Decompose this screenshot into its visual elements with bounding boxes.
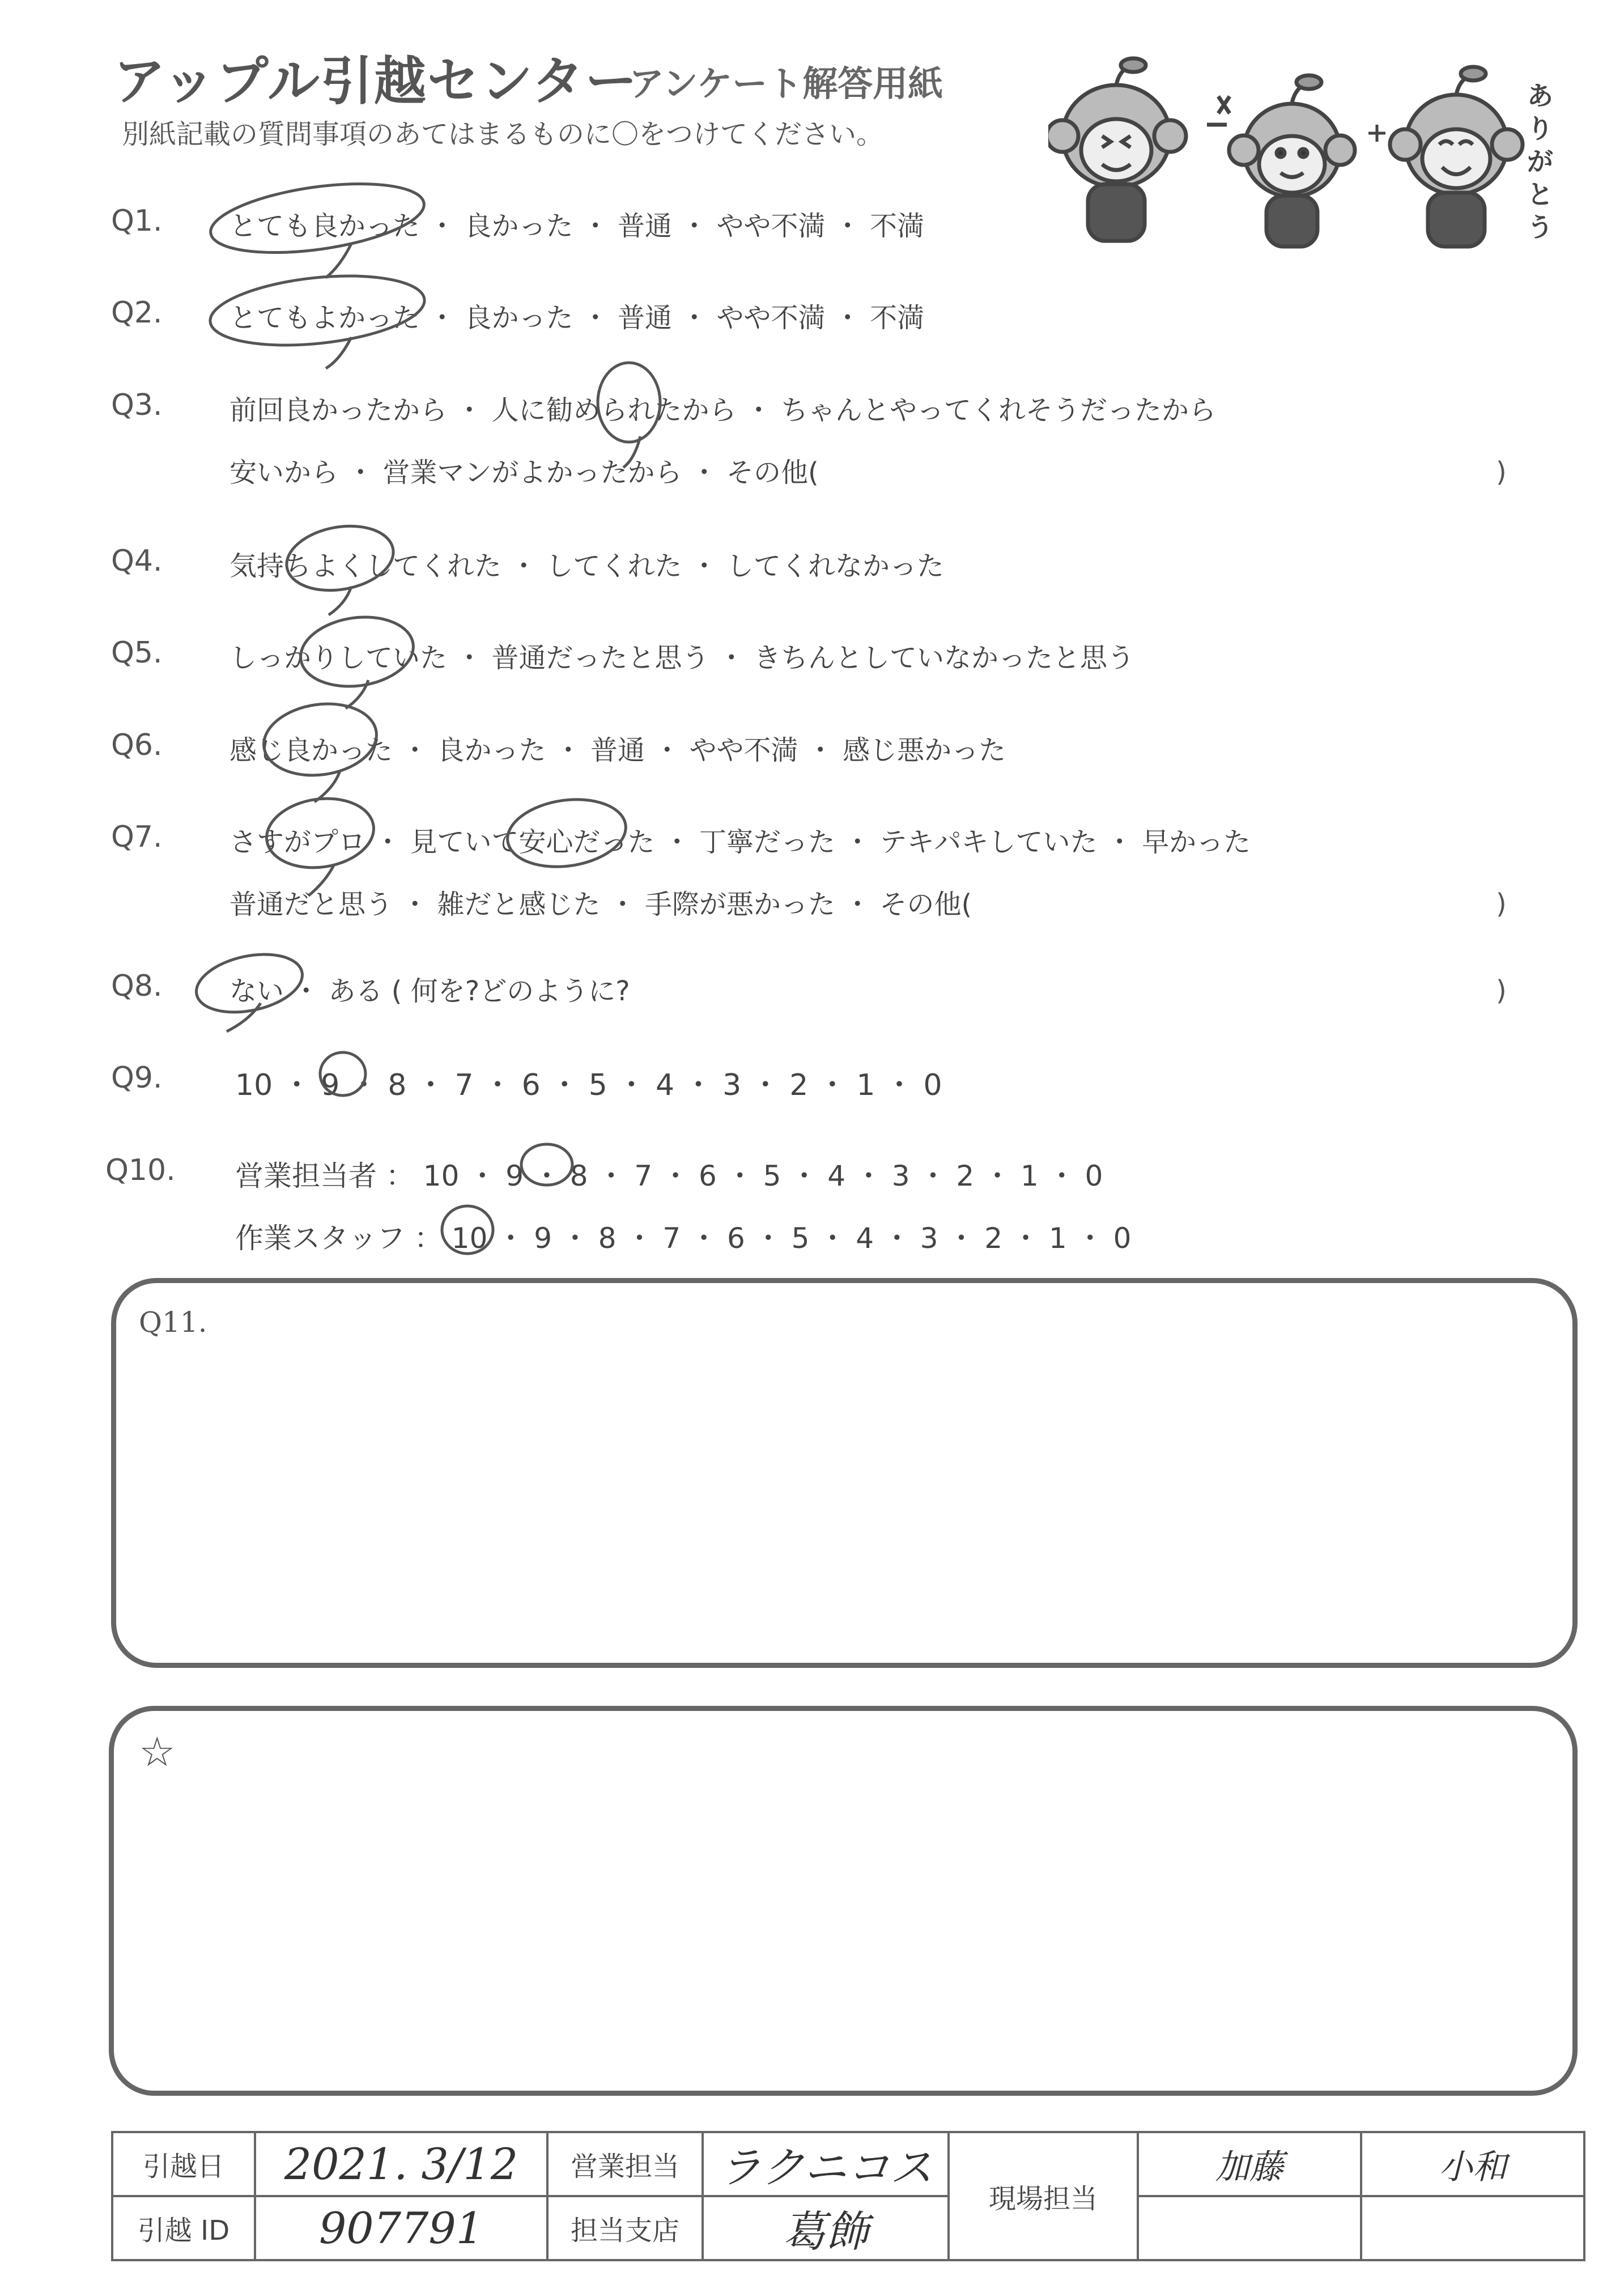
monkey-icon bbox=[1048, 58, 1186, 241]
field-staff-2[interactable] bbox=[1361, 2132, 1584, 2196]
q8-close-paren: ) bbox=[1496, 975, 1507, 1007]
q7-close-paren: ) bbox=[1496, 888, 1507, 920]
star-icon: ☆ bbox=[139, 1728, 176, 1776]
q10-sales-scale[interactable]: 営業担当者 ： 10 ・ 9 ・ 8 ・ 7 ・ 6 ・ 5 ・ 4 ・ 3 ・ 2 ・ 1 ・ 0 bbox=[235, 1160, 1103, 1192]
q6-options[interactable]: 感じ良かった ・ 良かった ・ 普通 ・ やや不満 ・ 感じ悪かった bbox=[229, 734, 1006, 766]
form-title: アップル引越センター bbox=[113, 51, 639, 112]
field-staff-2-text: 小和 bbox=[1439, 2147, 1507, 2187]
field-staff-4[interactable] bbox=[1361, 2196, 1584, 2260]
branch-text: 葛飾 bbox=[783, 2206, 869, 2257]
q8-label: Q8. bbox=[111, 969, 163, 1003]
q7-options-line2[interactable]: 普通だと思う ・ 雑だと感じた ・ 手際が悪かった ・ その他( bbox=[229, 889, 972, 920]
footer-info-table bbox=[111, 2131, 1585, 2261]
field-staff-1[interactable] bbox=[1138, 2132, 1361, 2196]
field-staff-3[interactable] bbox=[1138, 2196, 1361, 2260]
instruction-text: 別紙記載の質問事項のあてはまるものに〇をつけてください。 bbox=[122, 118, 884, 150]
q7-label: Q7. bbox=[111, 820, 163, 854]
q5-options[interactable]: しっかりしていた ・ 普通だったと思う ・ きちんとしていなかったと思う bbox=[229, 642, 1135, 674]
sales-value[interactable] bbox=[703, 2132, 949, 2196]
sales-label: 営業担当 bbox=[547, 2132, 703, 2196]
mascot-caption: ありがとう bbox=[1527, 80, 1553, 243]
q9-label: Q9. bbox=[111, 1061, 163, 1095]
q1-options[interactable]: とても良かった ・ 良かった ・ 普通 ・ やや不満 ・ 不満 bbox=[229, 210, 925, 242]
star-comment-box[interactable] bbox=[109, 1706, 1578, 2096]
q7-options-line1[interactable]: さすがプロ ・ 見ていて安心だった ・ 丁寧だった ・ テキパキしていた ・ 早かった bbox=[229, 826, 1251, 858]
q1-label: Q1. bbox=[111, 204, 163, 238]
q4-label: Q4. bbox=[111, 544, 163, 578]
q3-options-line2[interactable]: 安いから ・ 営業マンがよかったから ・ その他( bbox=[229, 457, 819, 489]
move-date-label: 引越日 bbox=[112, 2132, 255, 2196]
move-id-label: 引越 ID bbox=[112, 2196, 255, 2260]
q11-comment-box[interactable] bbox=[111, 1278, 1578, 1668]
q3-options-line1[interactable]: 前回良かったから ・ 人に勧められたから ・ ちゃんとやってくれそうだったから bbox=[229, 394, 1217, 426]
form-subtitle: アンケート解答用紙 bbox=[629, 63, 943, 104]
move-date-text: 2021. 3/12 bbox=[284, 2139, 518, 2189]
q2-options[interactable]: とてもよかった ・ 良かった ・ 普通 ・ やや不満 ・ 不満 bbox=[229, 302, 925, 334]
q5-label: Q5. bbox=[111, 636, 163, 670]
field-staff-1-text: 加藤 bbox=[1215, 2147, 1283, 2187]
move-id-value[interactable] bbox=[255, 2196, 547, 2260]
mascot-illustration bbox=[1048, 51, 1558, 255]
q9-scale[interactable]: 10 ・ 9 ・ 8 ・ 7 ・ 6 ・ 5 ・ 4 ・ 3 ・ 2 ・ 1 ・ 0 bbox=[235, 1068, 942, 1102]
q10-staff-scale[interactable]: 作業スタッフ ： 10 ・ 9 ・ 8 ・ 7 ・ 6 ・ 5 ・ 4 ・ 3 ・ 2 ・ 1 ・ 0 bbox=[235, 1222, 1132, 1255]
field-staff-label: 現場担当 bbox=[949, 2132, 1138, 2260]
q2-label: Q2. bbox=[111, 296, 163, 330]
move-id-text: 907791 bbox=[318, 2203, 484, 2253]
q4-options[interactable]: 気持ちよくしてくれた ・ してくれた ・ してくれなかった bbox=[229, 550, 945, 582]
q3-label: Q3. bbox=[111, 388, 163, 422]
q8-options[interactable]: ない ・ ある ( 何を?どのように? bbox=[229, 975, 630, 1007]
q3-close-paren: ) bbox=[1496, 456, 1507, 488]
q10-label: Q10. bbox=[105, 1153, 176, 1187]
move-date-value[interactable] bbox=[255, 2132, 547, 2196]
sales-text: ラクニコス bbox=[718, 2142, 933, 2193]
q6-label: Q6. bbox=[111, 728, 163, 762]
branch-value[interactable] bbox=[703, 2196, 949, 2260]
q11-label: Q11. bbox=[139, 1306, 207, 1339]
branch-label: 担当支店 bbox=[547, 2196, 703, 2260]
